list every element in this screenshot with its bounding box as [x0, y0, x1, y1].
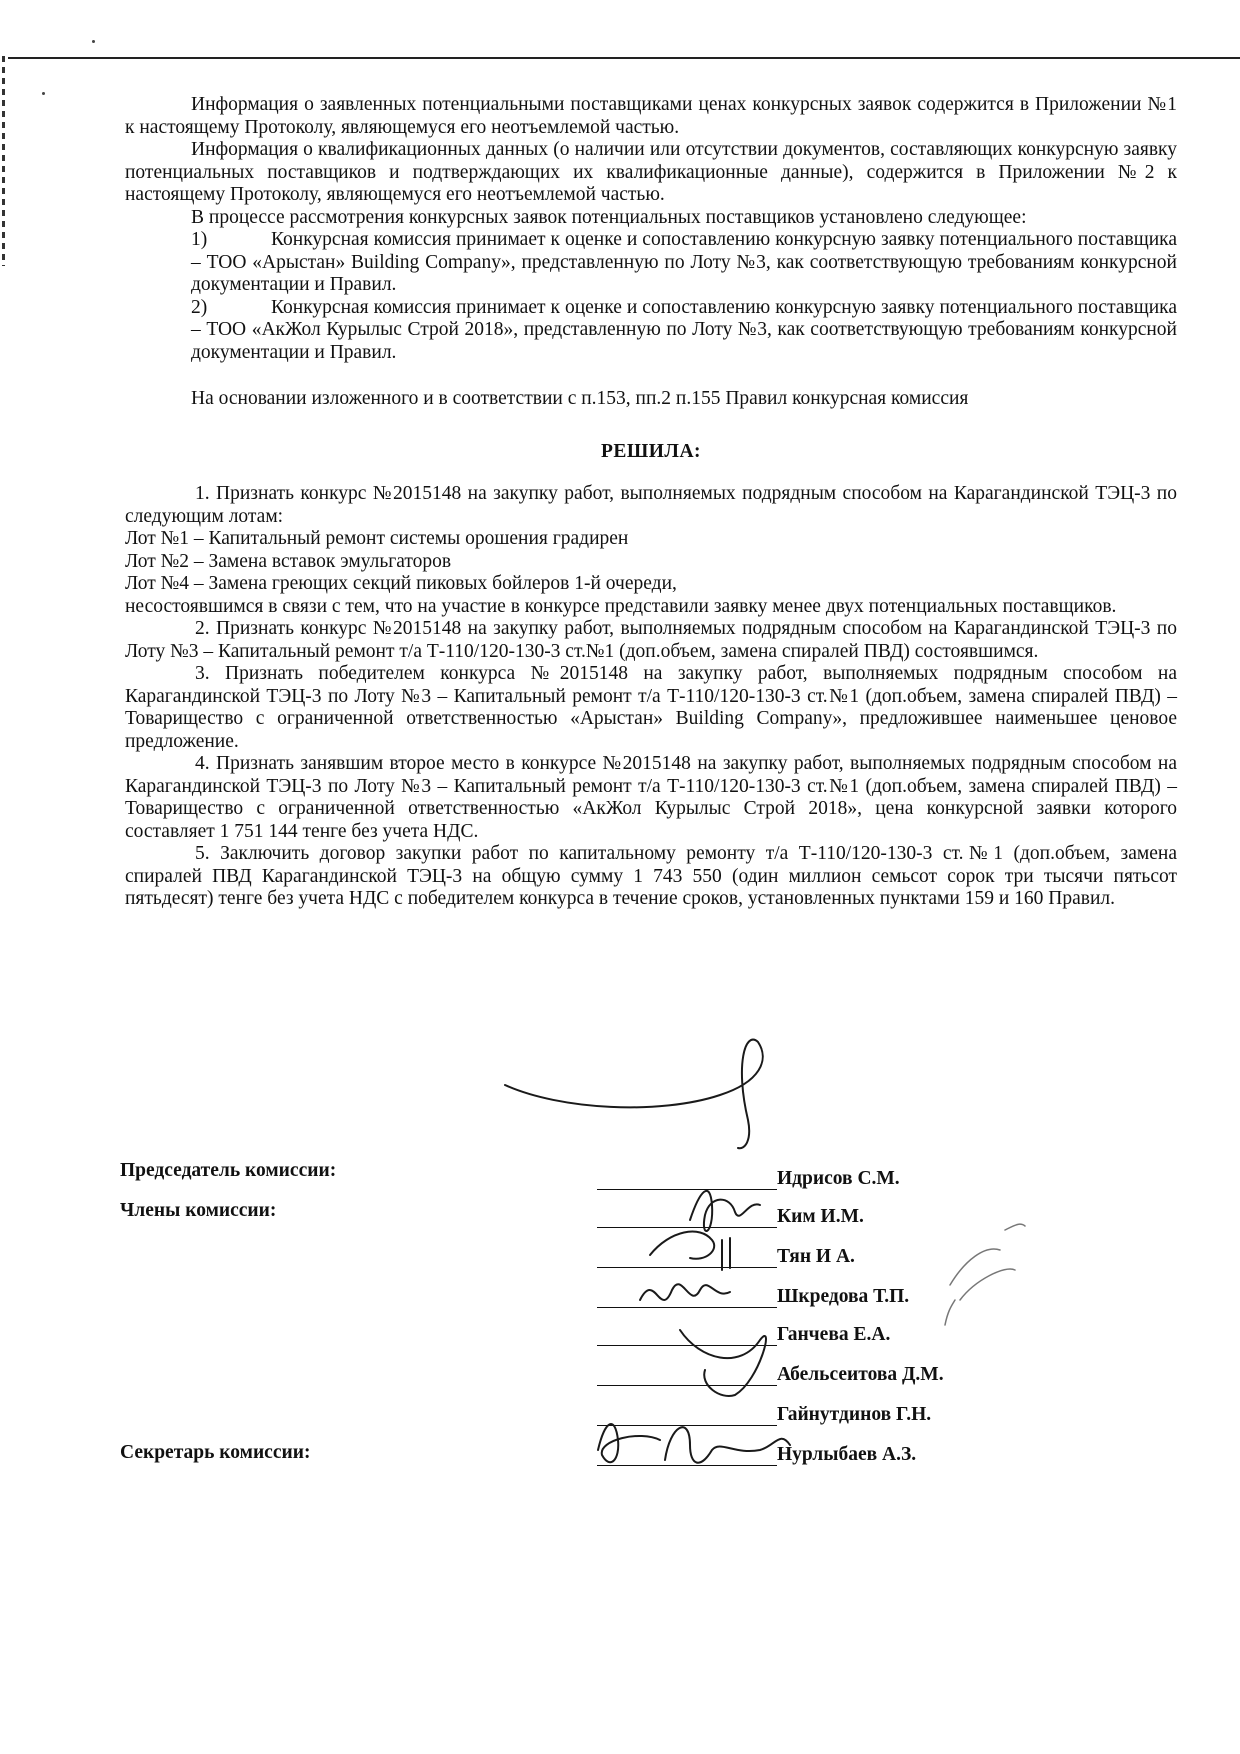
signatory-name: Гайнутдинов Г.Н.	[777, 1404, 932, 1425]
signature-scribble-decision	[505, 1040, 763, 1149]
finding-number: 1)	[191, 229, 208, 250]
paragraph-review-findings: В процессе рассмотрения конкурсных заявок потенциальных поставщиков установлено следующее:	[191, 206, 1027, 228]
signature-scribble-gainutdinov	[598, 1424, 660, 1462]
signatory-name: Тян И А.	[777, 1246, 855, 1267]
finding-text: Конкурсная комиссия принимает к оценке и сопоставлению конкурсную заявку потенциального поставщика – ТОО «АкЖол Курылыс Строй 2018», представленную по Лоту №3, как соответствующую требованиям конкурсной документации и Правил.	[191, 296, 1177, 363]
decision-1-conclusion: несостоявшимся в связи с тем, что на участие в конкурсе представили заявку менее двух потенциальных поставщиков.	[125, 595, 1117, 617]
decision-5: 5. Заключить договор закупки работ по капитальному ремонту т/а Т-110/120-130-3 ст.№1 (доп.объем, замена спиралей ПВД Карагандинской ТЭЦ-3 на общую сумму 1 743 550 (один миллион семьсот сорок три тысячи пятьсот пятьдесят) тенге без учета НДС с победителем конкурса в течение сроков, установленных пунктами 159 и 160 Правил.	[125, 843, 1177, 909]
signature-scribble-tyan	[722, 1238, 730, 1270]
finding-number: 2)	[191, 296, 208, 318]
lot-2: Лот №2 – Замена вставок эмульгаторов	[125, 550, 452, 572]
signature-scribble-gancheva	[680, 1330, 766, 1396]
paragraph-legal-basis: На основании изложенного и в соответствии с п.153, пп.2 п.155 Правил конкурсная комиссия	[191, 388, 969, 409]
decision-1: 1. Признать конкурс №2015148 на закупку работ, выполняемых подрядным способом на Карагандинской ТЭЦ-3 по следующим лотам:	[125, 483, 1177, 527]
chairman-label: Председатель комиссии:	[120, 1160, 337, 1181]
signatory-name: Идрисов С.М.	[777, 1168, 900, 1189]
signatory-name: Ким И.М.	[777, 1206, 864, 1227]
decision-3: 3. Признать победителем конкурса №2015148 на закупку работ, выполняемых подрядным способом на Карагандинской ТЭЦ-3 по Лоту №3 – Капитальный ремонт т/а Т-110/120-130-3 ст.№1 (доп.объем, замена спиралей ПВД) – Товарищество с ограниченной ответственностью «Арыстан» Building Company», предложившее наименьшее ценовое предложение.	[125, 663, 1177, 752]
signatory-name: Нурлыбаев А.З.	[777, 1444, 917, 1465]
signatory-name: Ганчева Е.А.	[777, 1324, 891, 1345]
signature-scribble-nurlybaev	[665, 1427, 790, 1462]
signature-scribble-shkredova	[640, 1284, 730, 1300]
paragraph-qualification-annex: Информация о квалификационных данных (о наличии или отсутствии документов, составляющих конкурсную заявку потенциальных поставщиков и подтверждающих их квалификационные данные), содержится в Приложении №2 к настоящему Протоколу, являющемуся его неотъемлемой частью.	[125, 139, 1177, 205]
secretary-label: Секретарь комиссии:	[120, 1442, 311, 1463]
signature-scribble-kim	[650, 1232, 714, 1259]
signatory-name: Абельсеитова Д.М.	[777, 1364, 944, 1385]
decision-2: 2. Признать конкурс №2015148 на закупку работ, выполняемых подрядным способом на Карагандинской ТЭЦ-3 по Лоту №3 – Капитальный ремонт т/а Т-110/120-130-3 ст.№1 (доп.объем, замена спиралей ПВД) состоявшимся.	[125, 618, 1177, 662]
signature-scribble-idrisov	[690, 1191, 760, 1231]
decision-4: 4. Признать занявшим второе место в конкурсе №2015148 на закупку работ, выполняемых подрядным способом на Карагандинской ТЭЦ-3 по Лоту №3 – Капитальный ремонт т/а Т-110/120-130-3 ст.№1 (доп.объем, замена спиралей ПВД) – Товарищество с ограниченной ответственностью «АкЖол Курылыс Строй 2018», цена конкурсной заявки которого составляет 1 751 144 тенге без учета НДС.	[125, 753, 1177, 842]
lot-4: Лот №4 – Замена греющих секций пиковых бойлеров 1-й очереди,	[125, 573, 677, 594]
decision-heading: РЕШИЛА:	[600, 440, 702, 462]
members-label: Члены комиссии:	[120, 1200, 277, 1221]
lot-1: Лот №1 – Капитальный ремонт системы орошения градирен	[125, 528, 629, 549]
paragraph-prices-annex: Информация о заявленных потенциальными поставщиками ценах конкурсных заявок содержится в Приложении №1 к настоящему Протоколу, являющемуся его неотъемлемой частью.	[125, 94, 1177, 138]
signatory-name: Шкредова Т.П.	[777, 1286, 910, 1307]
finding-text: Конкурсная комиссия принимает к оценке и сопоставлению конкурсную заявку потенциального поставщика – ТОО «Арыстан» Building Company», представленную по Лоту №3, как соответствующую требованиям конкурсной документации и Правил.	[191, 229, 1177, 295]
signature-scribble-margin	[945, 1224, 1025, 1325]
